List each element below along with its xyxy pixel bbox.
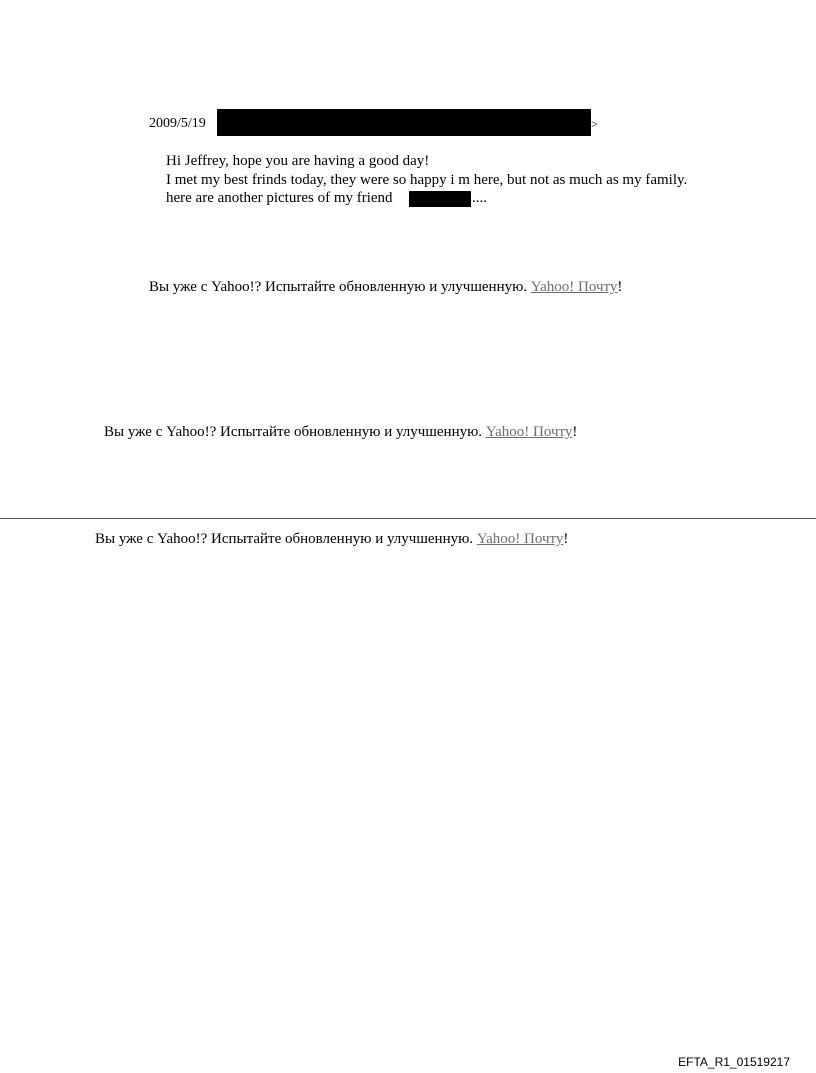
yahoo-promo-1 xyxy=(149,278,622,297)
promo-text: Вы уже с Yahoo!? Испытайте обновленную и улучшенную. xyxy=(104,424,486,440)
message-line-3: here are another pictures of my friend xyxy=(166,190,393,206)
promo-text: Вы уже с Yahoo!? Испытайте обновленную и улучшенную. xyxy=(95,531,477,547)
yahoo-promo-3 xyxy=(95,530,568,549)
message-line-2: I met my best frinds today, they were so happy i m here, but not as much as my family. xyxy=(166,172,688,188)
yahoo-mail-link[interactable]: Yahoo! Почту xyxy=(485,424,573,440)
yahoo-mail-link[interactable]: Yahoo! Почту xyxy=(530,279,618,295)
message-line-3-ellipsis: .... xyxy=(472,190,487,206)
redaction-bar-name xyxy=(409,191,471,207)
promo-suffix: ! xyxy=(572,424,578,440)
document-id: EFTA_R1_01519217 xyxy=(678,1055,790,1069)
email-date: 2009/5/19 xyxy=(149,116,206,131)
redaction-bar-header xyxy=(217,109,591,136)
promo-suffix: ! xyxy=(563,531,569,547)
yahoo-promo-2 xyxy=(104,423,577,442)
header-tail-mark: > xyxy=(591,117,598,131)
promo-suffix: ! xyxy=(617,279,623,295)
yahoo-mail-link[interactable]: Yahoo! Почту xyxy=(476,531,564,547)
message-line-1: Hi Jeffrey, hope you are having a good day! xyxy=(166,153,430,169)
horizontal-divider xyxy=(0,518,816,519)
promo-text: Вы уже с Yahoo!? Испытайте обновленную и улучшенную. xyxy=(149,279,531,295)
